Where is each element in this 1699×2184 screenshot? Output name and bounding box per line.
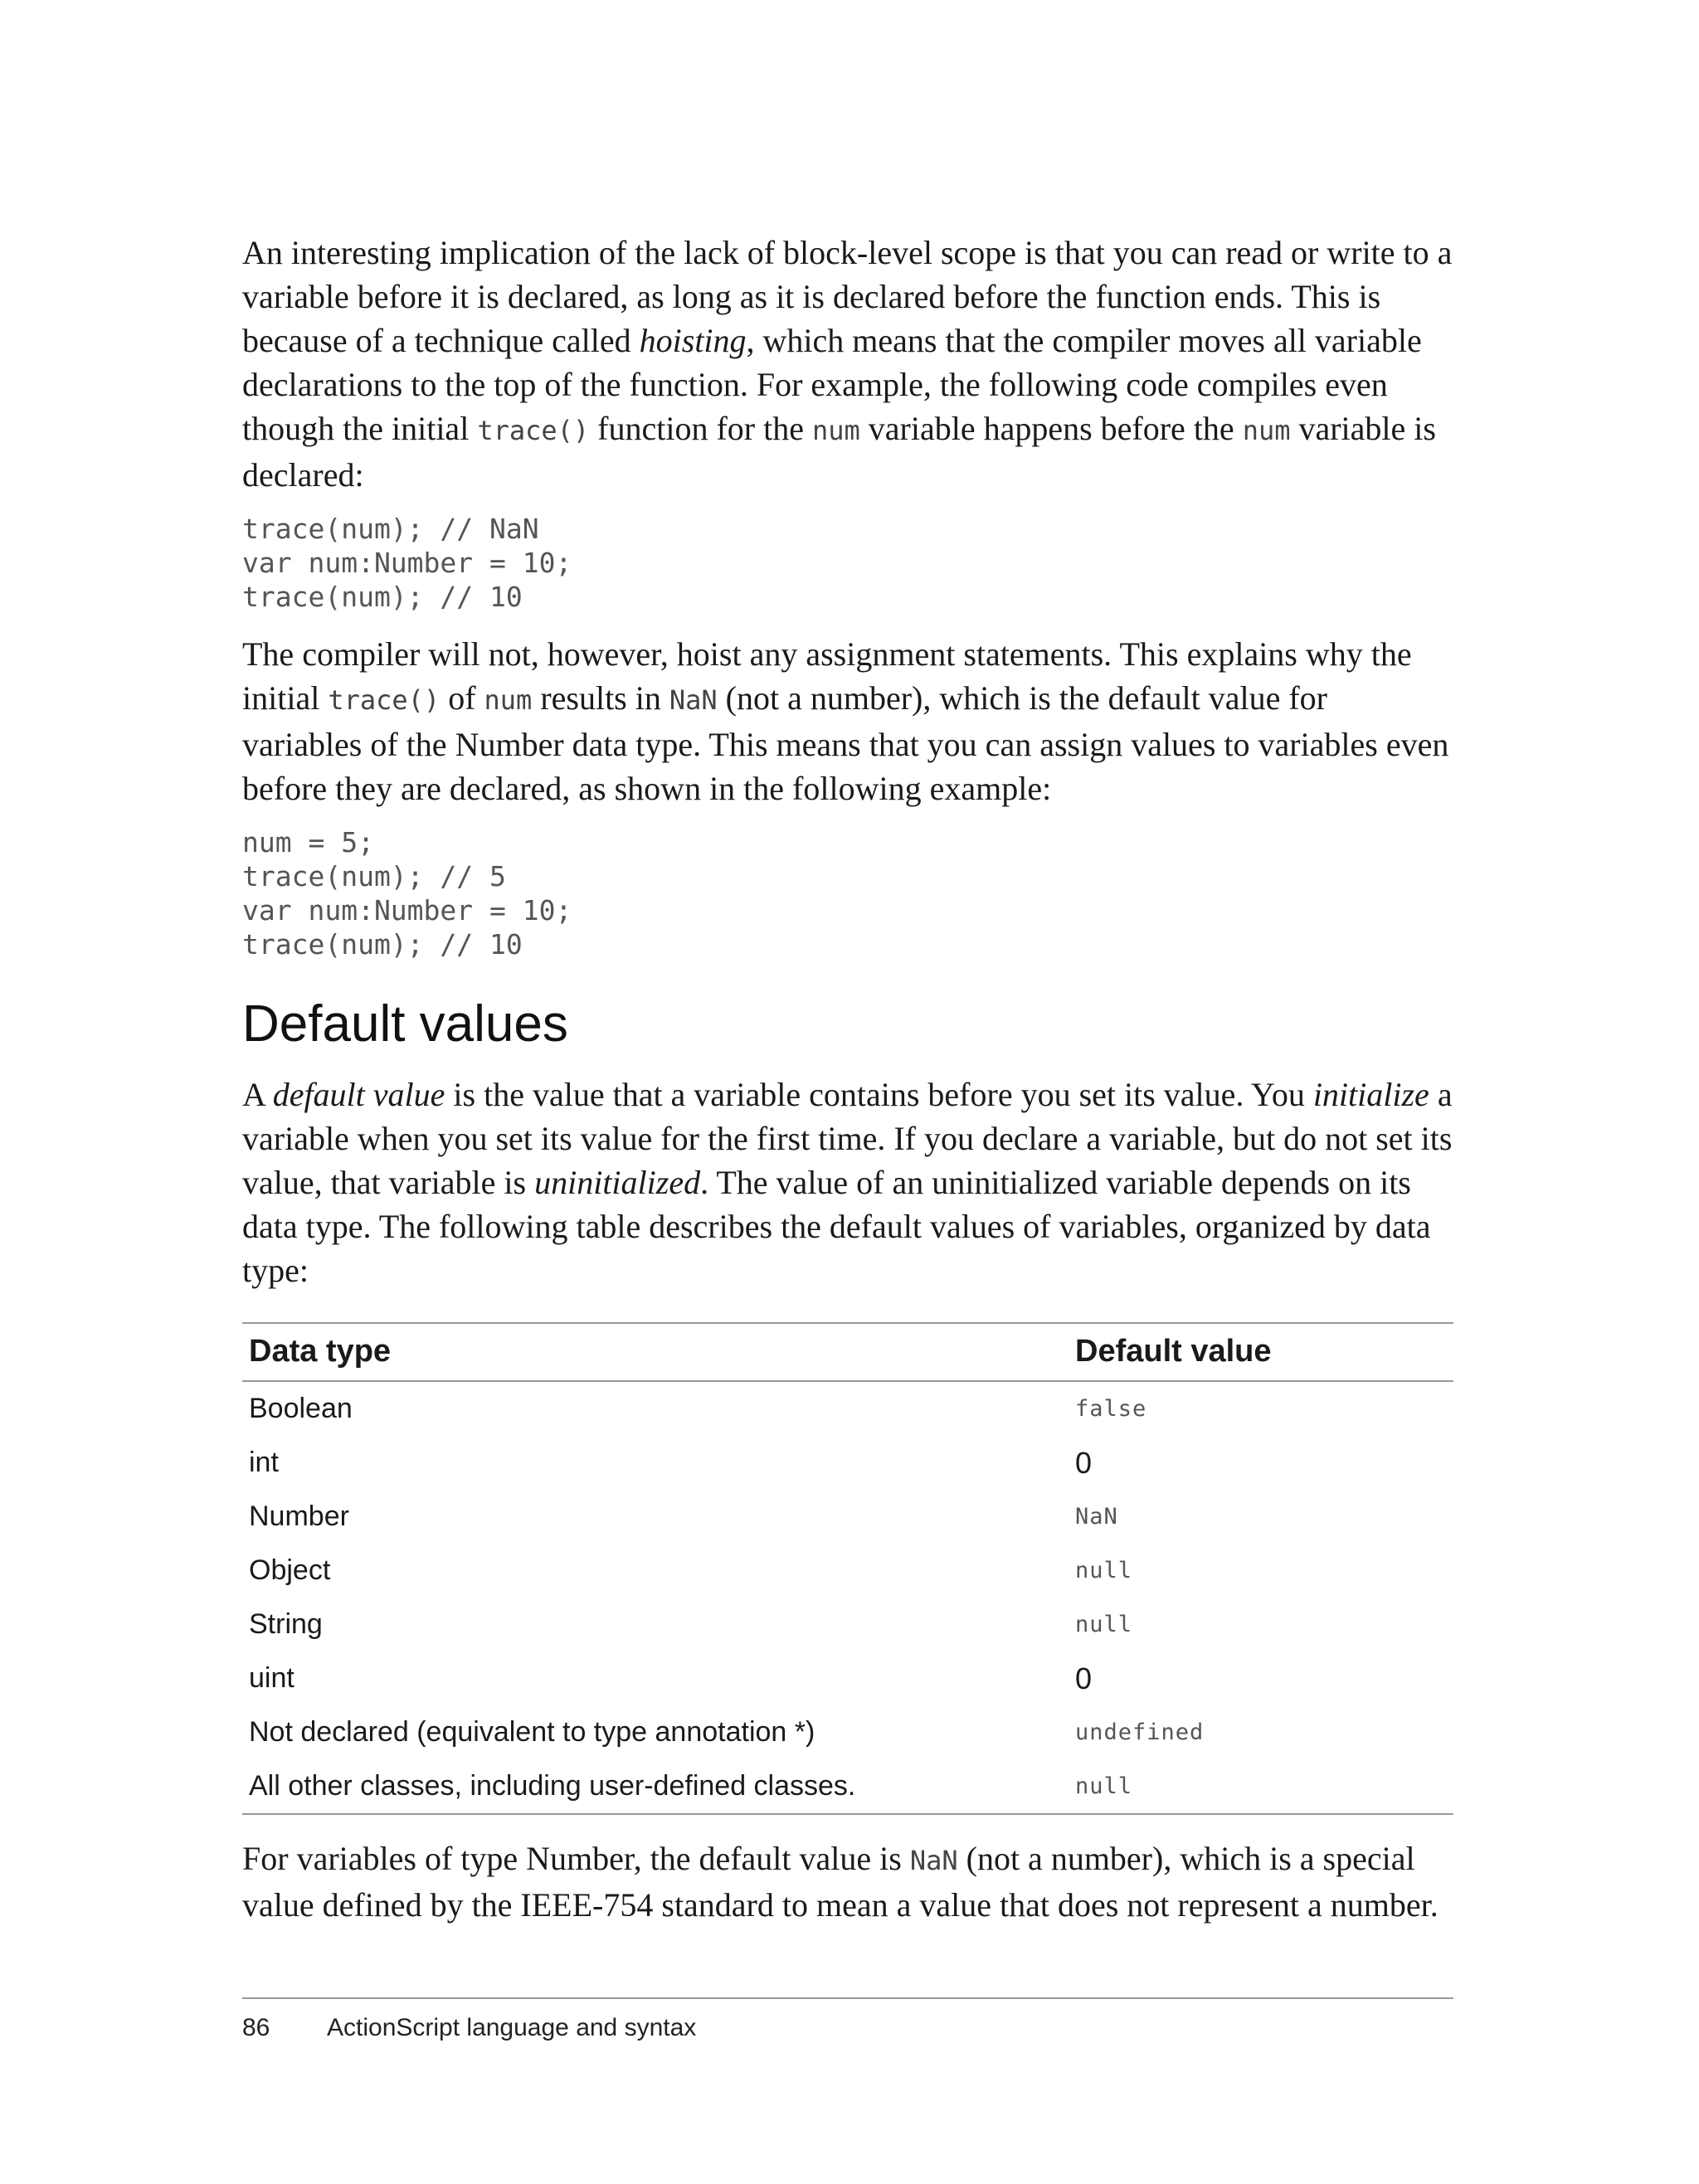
cell-type: Object (249, 1554, 331, 1586)
cell-type: uint (249, 1662, 295, 1694)
cell-type: Boolean (249, 1393, 353, 1424)
cell-default: null (1069, 1759, 1453, 1814)
cell-default: NaN (1075, 1504, 1118, 1530)
table-row (242, 1436, 1453, 1490)
table-row (242, 1705, 1453, 1759)
code-example-1: trace(num); // NaN var num:Number = 10; trace(num); // 10 (242, 513, 572, 613)
table-row (242, 1490, 1453, 1544)
cell-default: undefined (1075, 1719, 1205, 1745)
cell-type: String (249, 1608, 323, 1640)
inline-code: num (1242, 415, 1291, 446)
term-uninitialized: uninitialized (534, 1164, 701, 1201)
cell-default: 0 (1075, 1445, 1093, 1480)
inline-code: NaN (669, 684, 718, 716)
table-row (242, 1651, 1453, 1705)
page-number: 86 (242, 2014, 270, 2041)
column-header-data-type: Data type (242, 1323, 1069, 1381)
page-content (242, 231, 1453, 1927)
inline-code: NaN (909, 1845, 958, 1876)
table-header-row (242, 1323, 1453, 1381)
term-default-value: default value (272, 1076, 445, 1113)
section-heading: Default values (242, 995, 568, 1053)
inline-code: num (484, 684, 533, 716)
cell-default: null (1075, 1558, 1133, 1583)
column-header-default-value: Default value (1069, 1323, 1453, 1381)
inline-code: num (811, 415, 860, 446)
paragraph-default-values: A default value is the value that a variable contains before you set its value. You initialize a variable when you set its value for the first time. If you declare a variable, but do not set its value, that variable is uninitialized. The value of an uninitialized variable depends on its data type. The following table describes the default values of variables, organized by data type: (242, 1076, 1453, 1289)
cell-type: Not declared (equivalent to type annotation *) (249, 1716, 815, 1748)
term-hoisting: hoisting (639, 322, 747, 359)
page-footer (242, 1997, 1453, 2042)
paragraph-hoisting-assignment: The compiler will not, however, hoist any assignment statements. This explains why the initial trace() of num results in NaN (not a number), which is the default value for variables of the Number data type. This means that you can assign values to variables even before they are declared, as shown in the following example: (242, 635, 1449, 807)
inline-code: trace() (477, 415, 590, 446)
paragraph-hoisting-intro: An interesting implication of the lack of block-level scope is that you can read or write to a variable before it is declared, as long as it is declared before the function ends. This is because of a technique called hoisting, which means that the compiler moves all variable declarations to the top of the function. For example, the following code compiles even though the initial trace() function for the num variable happens before the num variable is declared: (242, 234, 1453, 494)
cell-type: All other classes, including user-defined classes. (242, 1759, 1069, 1814)
paragraph-nan-note: For variables of type Number, the default value is NaN (not a number), which is a special value defined by the IEEE-754 standard to mean a value that does not represent a number. (242, 1840, 1439, 1924)
cell-default: null (1075, 1612, 1133, 1637)
cell-default: false (1075, 1396, 1147, 1422)
table-row (242, 1759, 1453, 1814)
inline-code: trace() (328, 684, 441, 716)
code-example-2: num = 5; trace(num); // 5 var num:Number = 10; trace(num); // 10 (242, 826, 572, 961)
table-row (242, 1381, 1453, 1436)
chapter-title: ActionScript language and syntax (327, 2014, 697, 2041)
cell-default: 0 (1075, 1661, 1093, 1695)
table-row (242, 1544, 1453, 1598)
cell-type: int (249, 1447, 279, 1478)
default-values-table (242, 1322, 1453, 1815)
table-row (242, 1598, 1453, 1651)
term-initialize: initialize (1312, 1076, 1429, 1113)
cell-type: Number (249, 1501, 349, 1532)
